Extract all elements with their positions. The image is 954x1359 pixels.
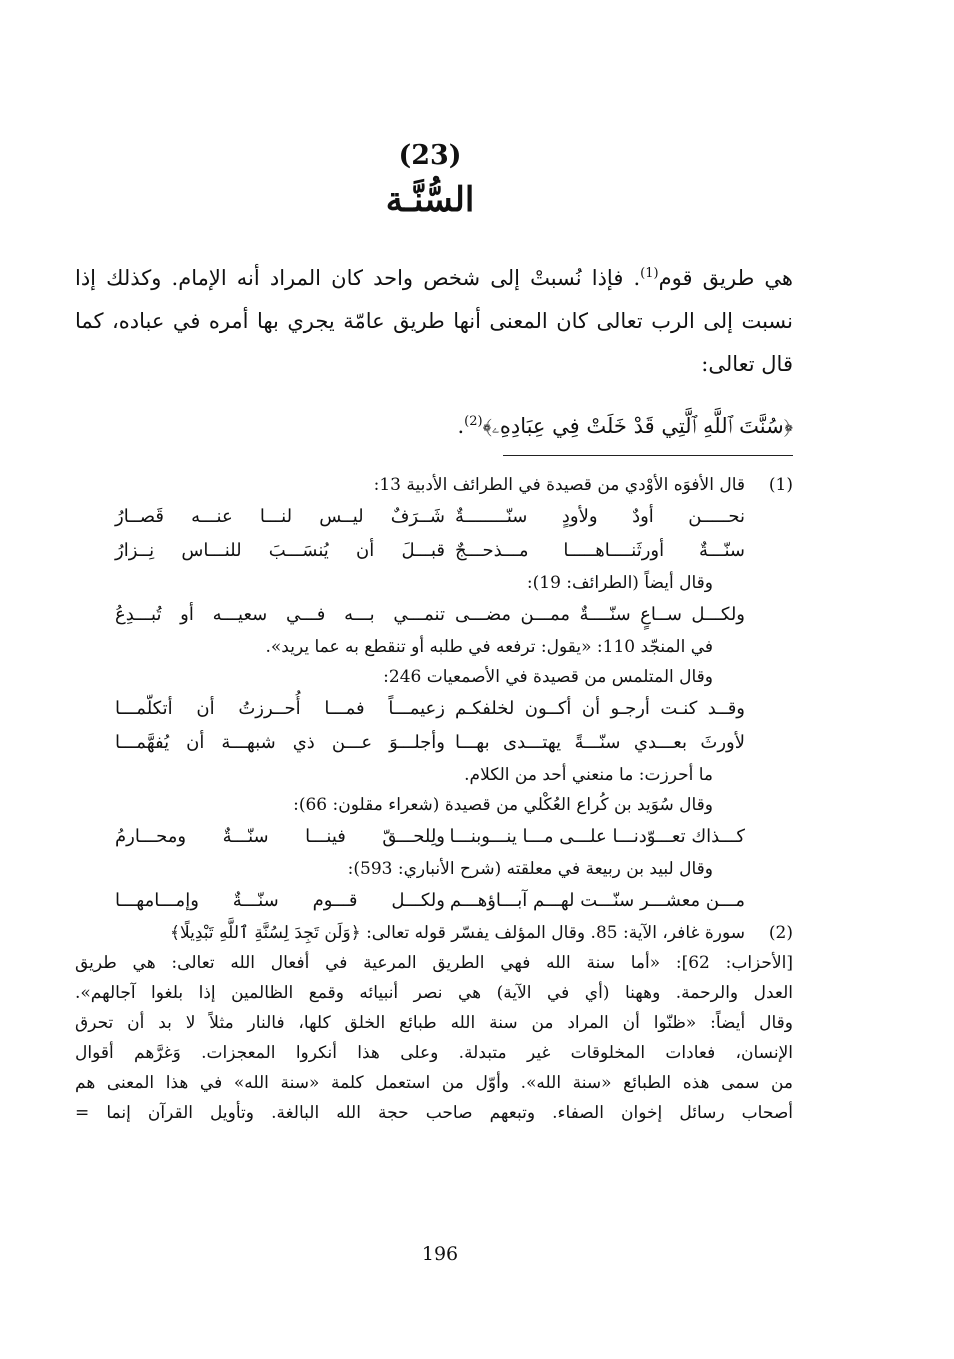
footnote-1-intro: قال الأفوَه الأوْدي من قصيدة في الطرائف الأدبية 13: <box>373 475 745 495</box>
verse-text: ﴿سُنَّتَ ٱللَّهِ ٱلَّتِي قَدْ خَلَتْ فِي عِبَادِهِۦ﴾ <box>482 414 793 438</box>
poem-1-verse-2 <box>75 534 793 568</box>
poem-1-verse-1 <box>75 500 793 534</box>
footnotes <box>75 470 793 1128</box>
poem-hemistich-left: ولِلحـــقّ فينـــا سنّـــةٌ ومحـــارمُ <box>115 826 445 847</box>
footnote-separator <box>503 455 793 456</box>
footnote-1-mutalammis: وقال المتلمس من قصيدة في الأصمعيات 246: <box>383 667 713 687</box>
page-number: 196 <box>421 1243 459 1265</box>
poem-5-verse-1 <box>75 884 793 918</box>
footnote-2-text-5: الإنسان، فعادات المخلوقات غير متبدلة. وعلى هذا أنكروا المعجزات. وَغرَّهم أقوال <box>75 1043 793 1063</box>
poem-hemistich-left: شَــرَفٌ ليــس لنـــا عنـــه قَصــارُ <box>115 506 445 527</box>
poem-hemistich-left: وأجلـــوَ عـــن ذي شبهـــة أن يُفهَّمـــا <box>115 732 445 753</box>
footnote-1-ahrazt-line <box>75 760 793 790</box>
poem-hemistich-right: نحـــــن أودٌ ولأودٍ سنّــــــــةٌ <box>455 506 745 527</box>
footnote-2-text-4: وقال أيضاً: «ظنّوا أن المراد من سنة الله طبائع الخلق كلها، فالنار مثلاً لا بد أن تحرق <box>75 1013 793 1033</box>
footnote-1-munjid-line <box>75 632 793 662</box>
poem-3-verse-1 <box>75 692 793 726</box>
poem-hemistich-left: زعيمـــاً فمـــا أُحــرزتُ أن أتكلّمـــا <box>115 698 445 719</box>
chapter-number: (23) <box>398 140 462 171</box>
poem-4-verse-1 <box>75 820 793 854</box>
poem-hemistich-right: ولكـــل ســاعٍ سنّــــةٌ ممـــن مضـــى <box>455 604 745 625</box>
paragraph-part-2: . فإذا نُسبتْ إلى شخص واحد كان المراد أنه الإمام. وكذلك إذا نسبت إلى الرب تعالى كان المعنى أنها طريق عامّة يجري بها أمره في عباده، كما قال تعالى: <box>75 266 793 376</box>
verse-end: . <box>457 414 465 438</box>
footnote-2-line-7 <box>75 1098 793 1128</box>
footnote-2-line-5 <box>75 1038 793 1068</box>
poem-3-verse-2 <box>75 726 793 760</box>
footnote-1-number: (1) <box>768 475 793 495</box>
footnote-1-munjid: في المنجّد 110: «يقول: ترفعه في طلبه أو تنقطع به عما يريد». <box>265 637 713 657</box>
footnote-1-labid: وقال لبيد بن ربيعة في معلقته (شرح الأنباري: 593): <box>347 859 713 879</box>
poem-hemistich-right: سنّـــةٌ أورثَنــــاهـــــا مـــذحـــجٌ <box>455 540 745 561</box>
poem-hemistich-left: ولكـــل قـــوم سنّـــةٌ وإمـــامهـــا <box>115 890 445 911</box>
footnote-1-ahrazt: ما أحرزت: ما منعني أحد من الكلام. <box>464 765 713 785</box>
footnote-2-number: (2) <box>768 923 793 943</box>
poem-hemistich-right: وقــد كنـت أرجـو أن أكــون لخلفكـم <box>455 698 745 719</box>
poem-hemistich-left: تنمـــي بـــه فـــي سعيـــه أو تُبـــدِعُ <box>115 604 445 625</box>
footnote-2-line-3 <box>75 978 793 1008</box>
footnote-1-also: وقال أيضاً (الطرائف: 19): <box>526 573 713 593</box>
chapter-title: السُّنَّـة <box>385 180 475 220</box>
footnote-2-line-6 <box>75 1068 793 1098</box>
footnote-2-text-3: العدل والرحمة. وههنا (أي في الآية) هي نصر أنبيائه وقمع الظالمين إذا بلغوا آجالهم». <box>75 983 793 1003</box>
footnote-1-intro-line <box>75 470 793 500</box>
footnote-2-text-7: أصحاب رسائل إخوان الصفاء. وتبعهم صاحب حجة الله البالغة. وتأويل القرآن إنما = <box>75 1103 793 1123</box>
main-paragraph <box>75 252 793 386</box>
footnote-1-suwayd: وقال سُوَيد بن كُراع العُكْلي من قصيدة (شعراء مقلون: 66): <box>293 795 713 815</box>
footnote-2-text-6: من سمى هذه الطبائع «سنة الله». وأوّل من استعمل كلمة «سنة الله» في هذا المعنى هم <box>75 1073 793 1093</box>
footnote-reference-2[interactable]: (2) <box>464 414 483 429</box>
poem-hemistich-left: قبـــلَ أن يُنسَـــبَ للنـــاس نِــزارُ <box>115 540 445 561</box>
footnote-1-mutalammis-line <box>75 662 793 692</box>
footnote-reference-1[interactable]: (1) <box>640 266 659 281</box>
poem-hemistich-right: كـــذاك تعـــوّدنـــا علـــى مـــا ينـــوبنـــا <box>449 826 745 847</box>
footnote-2-text-2: [الأحزاب: 62]: «أما سنة الله فهي الطريق المرعية في أفعال الله تعالى: هي طريق <box>75 953 793 973</box>
footnote-2-text-1: سورة غافر، الآية: 85. وقال المؤلف يفسّر قوله تعالى: ﴿وَلَن تَجِدَ لِسُنَّةِ ٱللَّهِ تَبْدِيلًا﴾ <box>170 923 745 943</box>
footnote-2-line-2 <box>75 948 793 978</box>
footnote-1-also-line <box>75 568 793 598</box>
footnote-2-line-1 <box>75 918 793 948</box>
footnote-2-line-4 <box>75 1008 793 1038</box>
paragraph-part-1: هي طريق قوم <box>658 266 793 290</box>
poem-2-verse-1 <box>75 598 793 632</box>
footnote-1-suwayd-line <box>75 790 793 820</box>
poem-hemistich-right: مـــن معشـــر سنّـــت لهـــم آبـــاؤهـــم <box>449 890 745 911</box>
quran-verse <box>380 402 793 446</box>
footnote-1-labid-line <box>75 854 793 884</box>
poem-hemistich-right: لأورثَ بعـــدي سنّـــةً يهتـــدى بهـــا <box>455 732 745 753</box>
